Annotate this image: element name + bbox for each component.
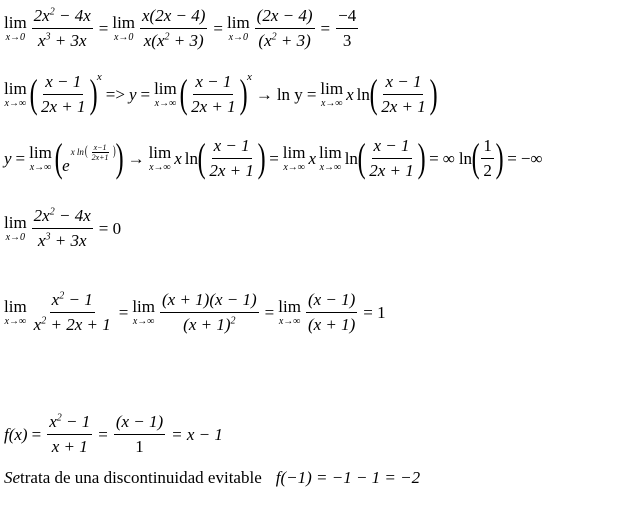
limit-operator: lim x→∞ — [29, 142, 52, 173]
conclusion-se: Se — [4, 468, 21, 487]
limit-operator: lim x→∞ — [282, 142, 306, 173]
equation-5: lim x→∞ $\frac{x^2 - 1}{x^2 + 2x + 1}$ = lim x→∞ $\frac{(x + 1)(x - 1)}{(x + 1)^2}$ = lim x→∞ $\frac{(x - 1)}{(x + 1)}$ = 1 — [4, 290, 386, 334]
fraction: $\frac{1}{2}$ — [483, 136, 492, 180]
limit-operator: lim x→∞ — [154, 78, 177, 109]
limit-operator: lim x→∞ — [148, 142, 172, 173]
fraction: $\frac{x^2 - 1}{x^2 + 2x + 1}$ — [33, 290, 111, 334]
fraction: $\frac{-4}{3}$ — [338, 6, 357, 50]
fraction: $\frac{(x + 1)(x - 1)}{(x + 1)^2}$ — [161, 290, 257, 334]
limit-operator: lim x→∞ — [278, 296, 301, 327]
conclusion-line — [4, 469, 420, 486]
fraction: $\frac{(2x - 4)}{(x^2 + 3)}$ — [256, 6, 313, 50]
limit-operator: lim x→0 — [112, 12, 136, 43]
limit-operator: lim x→∞ — [319, 142, 342, 173]
fraction: $\frac{2x^2 - 4x}{x^3 + 3x}$ — [33, 206, 91, 250]
limit-operator: lim x→0 — [227, 12, 250, 43]
limit-operator: lim x→∞ — [320, 78, 344, 109]
fraction: $\frac{x - 1}{2x + 1}$ — [41, 72, 86, 116]
fraction: $\frac{x - 1}{2x + 1}$ — [191, 72, 236, 116]
fraction: $\frac{x - 1}{2x + 1}$ — [369, 136, 414, 180]
equation-4: lim x→0 $\frac{2x^2 - 4x}{x^3 + 3x}$ = 0 — [4, 206, 122, 250]
conclusion-value: f(−1) = −1 − 1 = −2 — [275, 468, 421, 487]
fraction: $\frac{x(2x - 4)}{x(x^2 + 3)}$ — [142, 6, 206, 50]
equation-6: f(x) = $\frac{x^2 - 1}{x + 1}$ = $\frac{(x - 1)}{1}$ = x − 1 — [4, 412, 223, 456]
fraction: $\frac{2x^2 - 4x}{x^3 + 3x}$ — [33, 6, 91, 50]
limit-operator: lim x→0 — [4, 212, 27, 243]
limit-operator: lim x→∞ — [132, 296, 155, 327]
limit-operator: lim x→∞ — [4, 78, 27, 109]
equation-2: lim x→∞ ( $\frac{x - 1}{2x + 1}$ ) x => y = lim x→∞ ( $\frac{x - 1}{2x + 1}$ ) x → ln y = lim x→∞ x ln ( $\frac{x - 1}{2x + 1}$ ) — [4, 71, 438, 117]
exponential: e x ln ( $\frac{x-1}{2x+1}$ ) — [62, 142, 116, 175]
equation-1: lim x→0 $\frac{2x^2 - 4x}{x^3 + 3x}$ = lim x→0 $\frac{x(2x - 4)}{x(x^2 + 3)}$ = lim x→0 $\frac{(2x - 4)}{(x^2 + 3)}$ = $\frac{-4}{3}$ — [4, 6, 357, 50]
fraction: $\frac{(x - 1)}{(x + 1)}$ — [307, 290, 356, 334]
equation-3: y = lim x→∞ ( e x ln ( $\frac{x-1}{2x+1}$ ) ) → lim x→∞ x ln ( $\frac{x - 1}{2x + 1}$ ) = lim x→∞ x lim x→∞ ln ( $\frac{x - 1}{2x + 1}$ ) = ∞ ln ( $\frac{1}{2}$ ) = −∞ — [4, 135, 543, 181]
fraction: $\frac{x^2 - 1}{x + 1}$ — [49, 412, 91, 456]
fraction: $\frac{x - 1}{2x + 1}$ — [209, 136, 254, 180]
limit-operator: lim x→0 — [4, 12, 27, 43]
limit-operator: lim x→∞ — [4, 296, 27, 327]
fraction: $\frac{x - 1}{2x + 1}$ — [381, 72, 426, 116]
conclusion-text: trata de una discontinuidad evitable — [20, 468, 262, 487]
fraction: $\frac{(x - 1)}{1}$ — [115, 412, 164, 456]
